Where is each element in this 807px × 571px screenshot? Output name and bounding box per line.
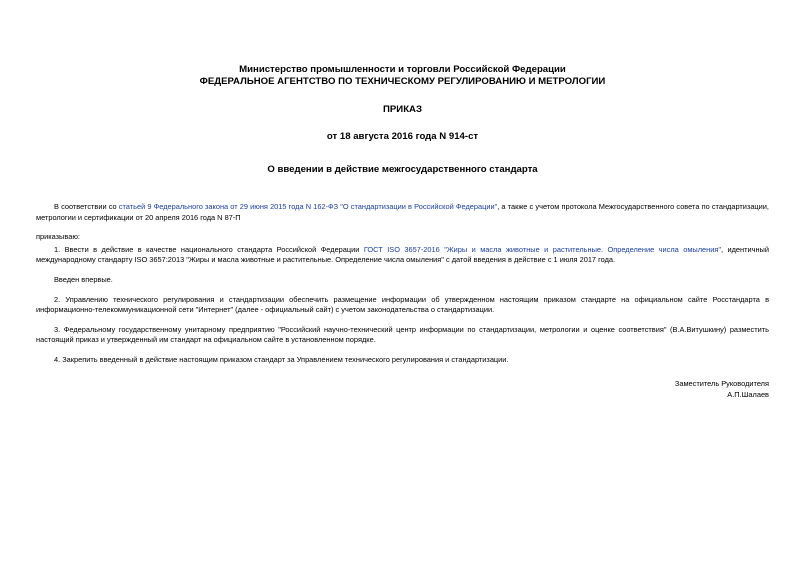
document-type: ПРИКАЗ — [383, 104, 422, 115]
agency-name: ФЕДЕРАЛЬНОЕ АГЕНТСТВО ПО ТЕХНИЧЕСКОМУ РЕГУЛИРОВАНИЮ И МЕТРОЛОГИИ — [199, 76, 606, 87]
gost-standard-link[interactable]: ГОСТ ISO 3657-2016 "Жиры и масла животные и растительные. Определение числа омыления" — [363, 244, 721, 254]
document-title: О введении в действие межгосударственного стандарта — [267, 164, 538, 175]
item-2-paragraph: 2. Управлению технического регулирования и стандартизации обеспечить размещение информации об утвержденном настоящим приказом стандарте на официальном сайте Росстандарта в информационно-телекоммуникационной сети "Интернет" (далее - официальный сайт) с учетом законодательства о стандартизации. — [36, 294, 769, 315]
intro-paragraph — [36, 202, 769, 223]
item-3-paragraph: 3. Федеральному государственному унитарному предприятию "Российский научно-технический центр информации по стандартизации, метрологии и оценке соответствия" (В.А.Витушкину) разместить настоящий приказ и утвержденный им стандарт на официальном сайте в установленном порядке. — [36, 324, 769, 345]
item-1-paragraph — [36, 245, 769, 266]
federal-law-link[interactable]: статьей 9 Федерального закона от 29 июня 2015 года N 162-ФЗ "О стандартизации в Российской Федерации" — [118, 202, 498, 211]
prikazyvayu-text: приказываю: — [36, 232, 80, 242]
ministry-name: Министерство промышленности и торговли Российской Федерации — [239, 64, 566, 75]
intro-text-after: , а также с учетом протокола Межгосударственного совета по стандартизации, метрологии и сертификации от 20 апреля 2016 года N 87-П — [36, 202, 769, 222]
signature-block — [675, 379, 769, 400]
document-date-number: от 18 августа 2016 года N 914-ст — [326, 131, 479, 142]
vveden-vpervye-text: Введен впервые. — [54, 274, 113, 284]
item-4-paragraph: 4. Закрепить введенный в действие настоящим приказом стандарт за Управлением технического регулирования и стандартизации. — [54, 354, 509, 364]
signer-name: А.П.Шалаев — [727, 389, 769, 399]
document-page — [36, 64, 769, 366]
signer-position: Заместитель Руководителя — [674, 379, 769, 388]
document-body — [36, 202, 769, 366]
intro-text-before: В соответствии со — [54, 202, 119, 211]
document-header — [36, 64, 769, 176]
item-1-text-before: 1. Ввести в действие в качестве национального стандарта Российской Федерации — [54, 244, 364, 254]
item-1-text-after: , идентичный международному стандарту ISO 3657:2013 "Жиры и масла животные и растительные. Определение числа омыления" с датой введения в действие с 1 июля 2017 года. — [36, 244, 770, 265]
